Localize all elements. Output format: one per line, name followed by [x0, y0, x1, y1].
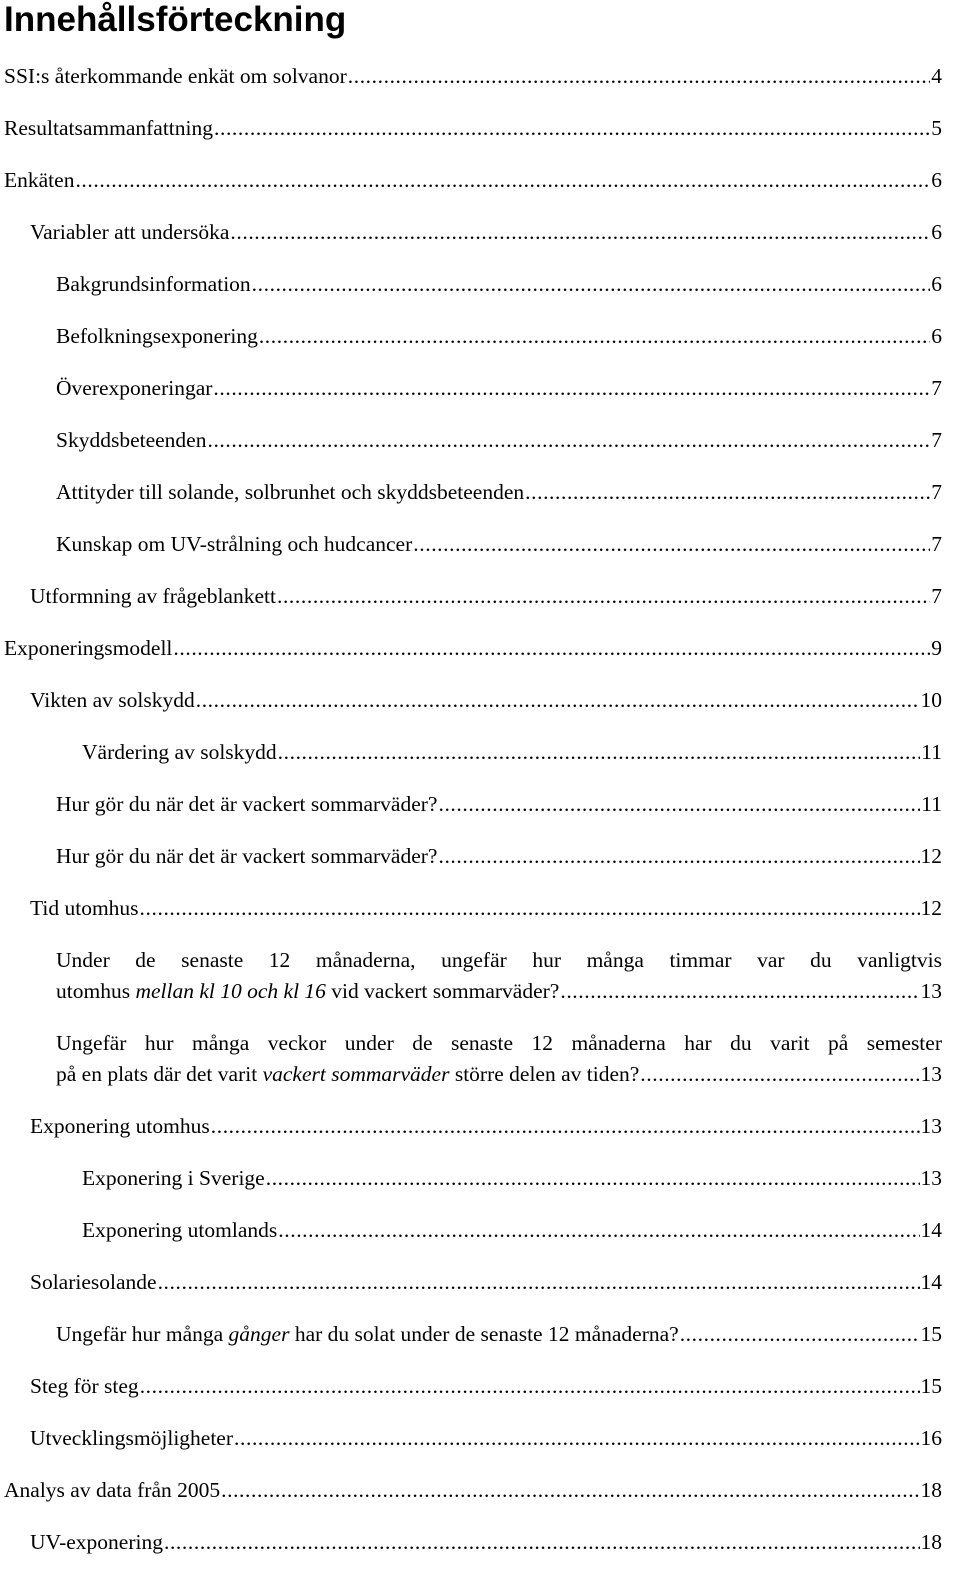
dot-leader — [640, 1062, 919, 1086]
toc-page-number: 15 — [920, 1374, 942, 1398]
toc-entry[interactable] — [56, 948, 942, 1003]
toc-page-number: 11 — [921, 792, 942, 816]
dot-leader — [140, 896, 920, 920]
toc-entry-label: Resultatsammanfattning — [4, 116, 213, 140]
dot-leader — [213, 376, 930, 400]
dot-leader — [214, 116, 930, 140]
toc-entry-label: Hur gör du när det är vackert sommarväder? — [56, 792, 438, 816]
dot-leader — [525, 480, 930, 504]
toc-entry[interactable] — [82, 1218, 942, 1242]
toc-page-number: 14 — [920, 1218, 942, 1242]
toc-entry[interactable] — [56, 532, 942, 556]
dot-leader — [196, 688, 920, 712]
toc-entry-label: Värdering av solskydd — [82, 740, 277, 764]
toc-entry-label: Ungefär hur många veckor under de senaste 12 månaderna har du varit på semester — [56, 1031, 942, 1055]
toc-entry[interactable] — [4, 116, 942, 140]
toc-page-number: 7 — [931, 532, 942, 556]
toc-entry[interactable] — [56, 428, 942, 452]
toc-entry-label: Exponering utomlands — [82, 1218, 278, 1242]
toc-entry[interactable] — [56, 272, 942, 296]
toc-entry-label: Exponeringsmodell — [4, 636, 173, 660]
toc-entry-label: Hur gör du när det är vackert sommarväder? — [56, 844, 438, 868]
dot-leader — [413, 532, 930, 556]
toc-entry-label: Utvecklingsmöjligheter — [30, 1426, 234, 1450]
toc-entry[interactable] — [30, 1270, 942, 1294]
toc-entry-label: på en plats där det varit vackert sommarväder större delen av tiden? — [56, 1062, 640, 1086]
toc-entry[interactable] — [30, 1114, 942, 1138]
dot-leader — [140, 1374, 920, 1398]
toc-page-number: 12 — [920, 896, 942, 920]
toc-entry-label: Bakgrundsinformation — [56, 272, 251, 296]
dot-leader — [234, 1426, 919, 1450]
toc-entry-label: Ungefär hur många gånger har du solat under de senaste 12 månaderna? — [56, 1322, 679, 1346]
toc-entry-label: utomhus mellan kl 10 och kl 16 vid vackert sommarväder? — [56, 979, 560, 1003]
toc-entry[interactable] — [30, 220, 942, 244]
toc-entry-label: Solariesolande — [30, 1270, 157, 1294]
toc-entry-label: Skyddsbeteenden — [56, 428, 207, 452]
toc-entry-label: Attityder till solande, solbrunhet och skyddsbeteenden — [56, 480, 525, 504]
toc-page-number: 18 — [920, 1530, 942, 1554]
toc-entry[interactable] — [4, 636, 942, 660]
toc-page-number: 13 — [920, 979, 942, 1003]
toc-entry-label: Exponering i Sverige — [82, 1166, 265, 1190]
toc-page-number: 15 — [920, 1322, 942, 1346]
toc-entry-label: Enkäten — [4, 168, 75, 192]
toc-entry-label: Vikten av solskydd — [30, 688, 195, 712]
emphasis-text: vackert sommarväder — [262, 1062, 450, 1086]
toc-entry[interactable] — [30, 584, 942, 608]
toc-entry[interactable] — [56, 324, 942, 348]
dot-leader — [75, 168, 930, 192]
dot-leader — [211, 1114, 920, 1138]
toc-entry[interactable] — [82, 1166, 942, 1190]
emphasis-text: mellan kl 10 och kl 16 — [135, 979, 326, 1003]
toc-page-number: 6 — [931, 272, 942, 296]
dot-leader — [230, 220, 930, 244]
toc-page-number: 18 — [920, 1478, 942, 1502]
toc-page-number: 7 — [931, 584, 942, 608]
toc-entry[interactable] — [30, 1530, 942, 1554]
toc-page-number: 5 — [931, 116, 942, 140]
toc-title: Innehållsförteckning — [4, 0, 347, 39]
dot-leader — [560, 979, 919, 1003]
dot-leader — [252, 272, 931, 296]
toc-entry[interactable] — [56, 1031, 942, 1086]
toc-page-number: 6 — [931, 220, 942, 244]
dot-leader — [278, 740, 921, 764]
toc-page-number: 11 — [921, 740, 942, 764]
toc-entry[interactable] — [56, 480, 942, 504]
toc-page-number: 14 — [920, 1270, 942, 1294]
toc-page-number: 9 — [931, 636, 942, 660]
toc-entry[interactable] — [30, 1374, 942, 1398]
toc-page-number: 7 — [931, 428, 942, 452]
dot-leader — [207, 428, 930, 452]
toc-entry-label: Överexponeringar — [56, 376, 213, 400]
toc-page-number: 16 — [920, 1426, 942, 1450]
toc-page-number: 13 — [920, 1166, 942, 1190]
toc-entry[interactable] — [56, 792, 942, 816]
toc-page-number: 4 — [931, 64, 942, 88]
dot-leader — [277, 584, 930, 608]
toc-entry-label: UV-exponering — [30, 1530, 163, 1554]
toc-page-number: 6 — [931, 168, 942, 192]
dot-leader — [164, 1530, 920, 1554]
toc-entry-label: Steg för steg — [30, 1374, 139, 1398]
toc-entry-label: Under de senaste 12 månaderna, ungefär hur många timmar var du vanligtvis — [56, 948, 942, 972]
toc-entry[interactable] — [4, 64, 942, 88]
toc-entry[interactable] — [30, 1426, 942, 1450]
toc-page-number: 6 — [931, 324, 942, 348]
toc-entry-label: Tid utomhus — [30, 896, 139, 920]
toc-entry[interactable] — [4, 1478, 942, 1502]
dot-leader — [348, 64, 931, 88]
emphasis-text: gånger — [228, 1322, 290, 1346]
dot-leader — [221, 1478, 919, 1502]
toc-page-number: 12 — [920, 844, 942, 868]
toc-entry[interactable] — [56, 376, 942, 400]
toc-entry[interactable] — [30, 688, 942, 712]
toc-entry-label: Befolkningsexponering — [56, 324, 258, 348]
toc-page-number: 13 — [920, 1114, 942, 1138]
toc-entry[interactable] — [82, 740, 942, 764]
dot-leader — [173, 636, 930, 660]
toc-entry[interactable] — [56, 844, 942, 868]
dot-leader — [259, 324, 930, 348]
toc-page-number: 10 — [920, 688, 942, 712]
dot-leader — [266, 1166, 920, 1190]
toc-page-number: 13 — [920, 1062, 942, 1086]
dot-leader — [680, 1322, 920, 1346]
dot-leader — [278, 1218, 919, 1242]
toc-page-number: 7 — [931, 480, 942, 504]
toc-entry[interactable] — [56, 1322, 942, 1346]
toc-entry[interactable] — [4, 168, 942, 192]
toc-entry-label: Analys av data från 2005 — [4, 1478, 221, 1502]
toc-entry-label: Utformning av frågeblankett — [30, 584, 276, 608]
toc-entry-label: Variabler att undersöka — [30, 220, 230, 244]
toc-entry-label: SSI:s återkommande enkät om solvanor — [4, 64, 347, 88]
dot-leader — [158, 1270, 920, 1294]
toc-page-number: 7 — [931, 376, 942, 400]
toc-entry-label: Kunskap om UV-strålning och hudcancer — [56, 532, 413, 556]
toc-entry[interactable] — [30, 896, 942, 920]
toc-entry-label: Exponering utomhus — [30, 1114, 210, 1138]
dot-leader — [438, 844, 919, 868]
dot-leader — [438, 792, 920, 816]
